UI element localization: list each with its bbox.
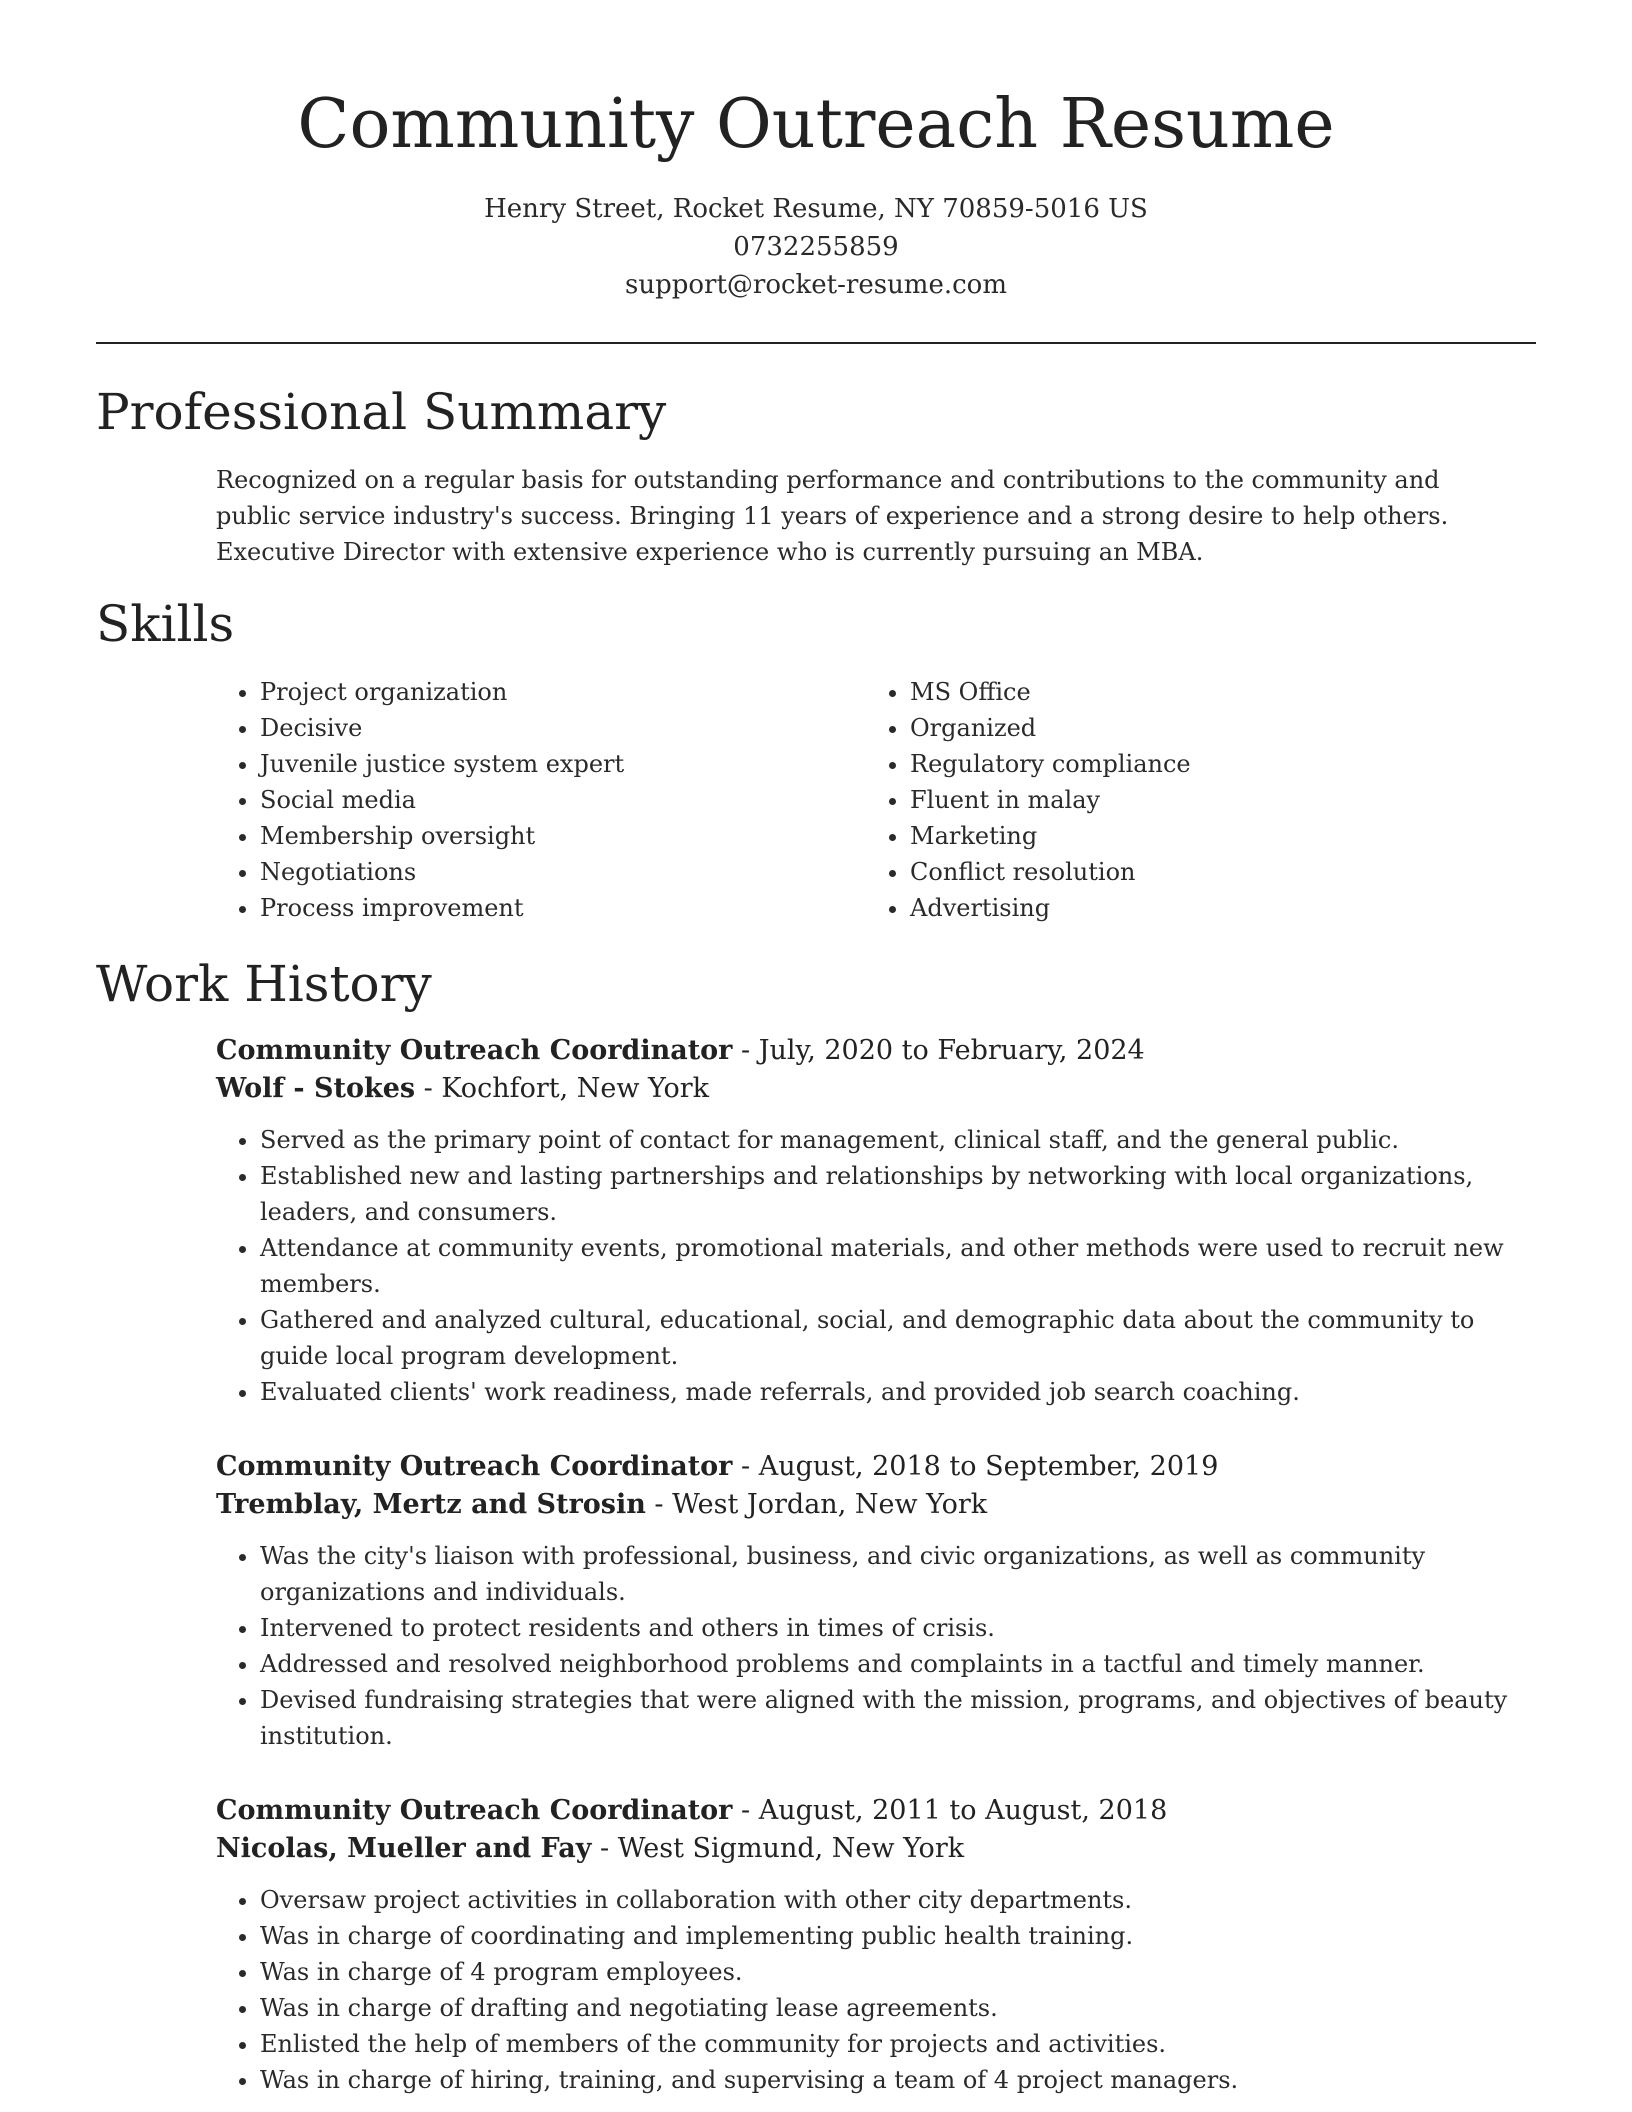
skill-item: • Conflict resolution: [910, 854, 1426, 890]
summary-text: Recognized on a regular basis for outstanding performance and contributions to the community and public service industry's success. Bringing 11 years of experience and a strong desire to help others. Executive Director with extensive experience who is currently pursuing an MBA.: [216, 466, 1449, 566]
job-company-line: [216, 1830, 1516, 1868]
job-company-line: [216, 1486, 1516, 1524]
job-bullet: • Was in charge of drafting and negotiating lease agreements.: [260, 1990, 1516, 2026]
skill-item: • Negotiations: [260, 854, 776, 890]
job-location: - Kochfort, New York: [415, 1073, 710, 1104]
skill-item: • Juvenile justice system expert: [260, 746, 776, 782]
job-bullet: • Was in charge of 4 program employees.: [260, 1954, 1516, 1990]
contact-info: [0, 190, 1632, 304]
job-entry: [216, 1448, 1516, 1754]
resume-title: Community Outreach Resume: [297, 85, 1335, 164]
job-dates: - August, 2018 to September, 2019: [732, 1451, 1219, 1482]
header-divider: [96, 342, 1536, 344]
job-bullets: [216, 1122, 1516, 1410]
job-bullet: • Was the city's liaison with professional, business, and civic organizations, as well as community organizations and individuals.: [260, 1538, 1516, 1610]
skill-item: • Decisive: [260, 710, 776, 746]
job-entry: [216, 1792, 1516, 2098]
job-entry: [216, 1032, 1516, 1410]
skill-item: • Marketing: [910, 818, 1426, 854]
job-bullet: • Addressed and resolved neighborhood problems and complaints in a tactful and timely manner.: [260, 1646, 1516, 1682]
job-bullets: [216, 1882, 1516, 2098]
skill-item: • Social media: [260, 782, 776, 818]
job-title: Community Outreach Coordinator: [216, 1795, 733, 1826]
job-bullet: • Was in charge of hiring, training, and supervising a team of 4 project managers.: [260, 2062, 1516, 2098]
job-location: - West Sigmund, New York: [591, 1833, 965, 1864]
job-bullet: • Enlisted the help of members of the community for projects and activities.: [260, 2026, 1516, 2062]
job-bullet: • Attendance at community events, promotional materials, and other methods were used to recruit new members.: [260, 1230, 1516, 1302]
skill-item: • Membership oversight: [260, 818, 776, 854]
job-bullet: • Was in charge of coordinating and implementing public health training.: [260, 1918, 1516, 1954]
skill-item: • Regulatory compliance: [910, 746, 1426, 782]
job-title: Community Outreach Coordinator: [216, 1035, 733, 1066]
skill-item: • Advertising: [910, 890, 1426, 926]
skills-column-left: [216, 674, 776, 926]
job-bullet: • Established new and lasting partnerships and relationships by networking with local organizations, leaders, and consumers.: [260, 1158, 1516, 1230]
work-history-heading: Work History: [96, 955, 432, 1013]
job-title: Community Outreach Coordinator: [216, 1451, 733, 1482]
job-title-line: [216, 1792, 1516, 1830]
job-bullet: • Gathered and analyzed cultural, educational, social, and demographic data about the community to guide local program development.: [260, 1302, 1516, 1374]
job-bullet: • Oversaw project activities in collaboration with other city departments.: [260, 1882, 1516, 1918]
job-title-line: [216, 1448, 1516, 1486]
skills-heading: Skills: [96, 595, 235, 653]
address: Henry Street, Rocket Resume, NY 70859-5016 US: [484, 194, 1148, 224]
job-bullet: • Evaluated clients' work readiness, made referrals, and provided job search coaching.: [260, 1374, 1516, 1410]
job-bullets: [216, 1538, 1516, 1754]
summary-heading: Professional Summary: [96, 383, 667, 441]
job-dates: - August, 2011 to August, 2018: [732, 1795, 1168, 1826]
skill-item: • Organized: [910, 710, 1426, 746]
job-company-line: [216, 1070, 1516, 1108]
skill-item: • MS Office: [910, 674, 1426, 710]
skill-item: • Project organization: [260, 674, 776, 710]
email: support@rocket-resume.com: [624, 270, 1007, 300]
skills-column-right: [866, 674, 1426, 926]
phone: 0732255859: [733, 232, 899, 262]
skill-item: • Process improvement: [260, 890, 776, 926]
job-company: Tremblay, Mertz and Strosin: [216, 1489, 646, 1520]
job-dates: - July, 2020 to February, 2024: [732, 1035, 1145, 1066]
skill-item: • Fluent in malay: [910, 782, 1426, 818]
job-location: - West Jordan, New York: [645, 1489, 988, 1520]
job-bullet: • Intervened to protect residents and others in times of crisis.: [260, 1610, 1516, 1646]
resume-header: [0, 82, 1632, 304]
job-bullet: • Served as the primary point of contact for management, clinical staff, and the general public.: [260, 1122, 1516, 1158]
job-company: Wolf - Stokes: [216, 1073, 416, 1104]
job-company: Nicolas, Mueller and Fay: [216, 1833, 592, 1864]
job-bullet: • Devised fundraising strategies that were aligned with the mission, programs, and objectives of beauty institution.: [260, 1682, 1516, 1754]
job-title-line: [216, 1032, 1516, 1070]
